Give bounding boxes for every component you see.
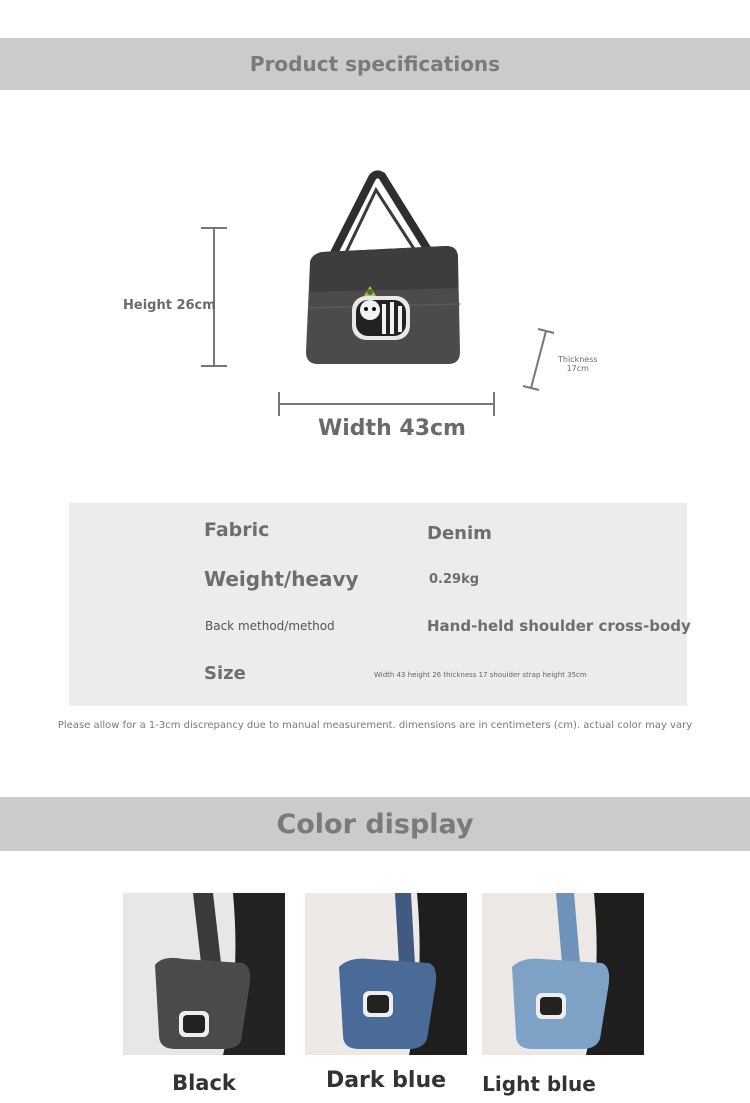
thickness-label-line1: Thickness [558,355,598,364]
width-dimension-cap-left [278,392,280,416]
color-display-title: Color display [276,808,474,840]
black-bag-image [123,893,285,1055]
width-dimension-line [279,403,494,405]
product-specifications-banner [0,38,750,90]
spec-label-size: Size [204,663,246,684]
height-dimension-cap-top [201,227,227,229]
color-label-light-blue: Light blue [482,1072,596,1096]
width-label: Width 43cm [318,416,466,441]
color-label-dark-blue: Dark blue [325,1068,447,1093]
spec-label-back-method: Back method/method [205,619,335,633]
product-specifications-title: Product specifications [249,52,501,76]
spec-value-size: Width 43 height 26 thickness 17 shoulder strap height 35cm [374,671,587,679]
color-display-banner [0,797,750,851]
spec-value-back-method: Hand-held shoulder cross-body [427,617,691,635]
dark-blue-bag-image [305,893,467,1055]
spec-value-fabric: Denim [427,523,492,544]
spec-label-weight: Weight/heavy [204,567,359,591]
thickness-label-line2: 17cm [566,364,589,373]
color-swatch-dark-blue[interactable] [305,893,467,1055]
height-dimension-line [213,228,215,366]
height-dimension-cap-bottom [201,365,227,367]
spec-table [69,503,691,706]
color-swatch-black[interactable] [123,893,285,1055]
height-label: Height 26cm [123,298,216,313]
color-swatch-light-blue[interactable] [482,893,644,1055]
bag-image [300,170,470,375]
measurement-note: Please allow for a 1-3cm discrepancy due to manual measurement. dimensions are in centimeters (cm). actual color may vary [57,720,693,731]
spec-value-weight: 0.29kg [429,572,480,587]
color-label-black: Black [172,1071,236,1095]
spec-label-fabric: Fabric [204,519,270,541]
thickness-label [558,355,598,373]
width-dimension-cap-right [493,392,495,416]
light-blue-bag-image [482,893,644,1055]
thickness-dimension-line [518,325,558,395]
